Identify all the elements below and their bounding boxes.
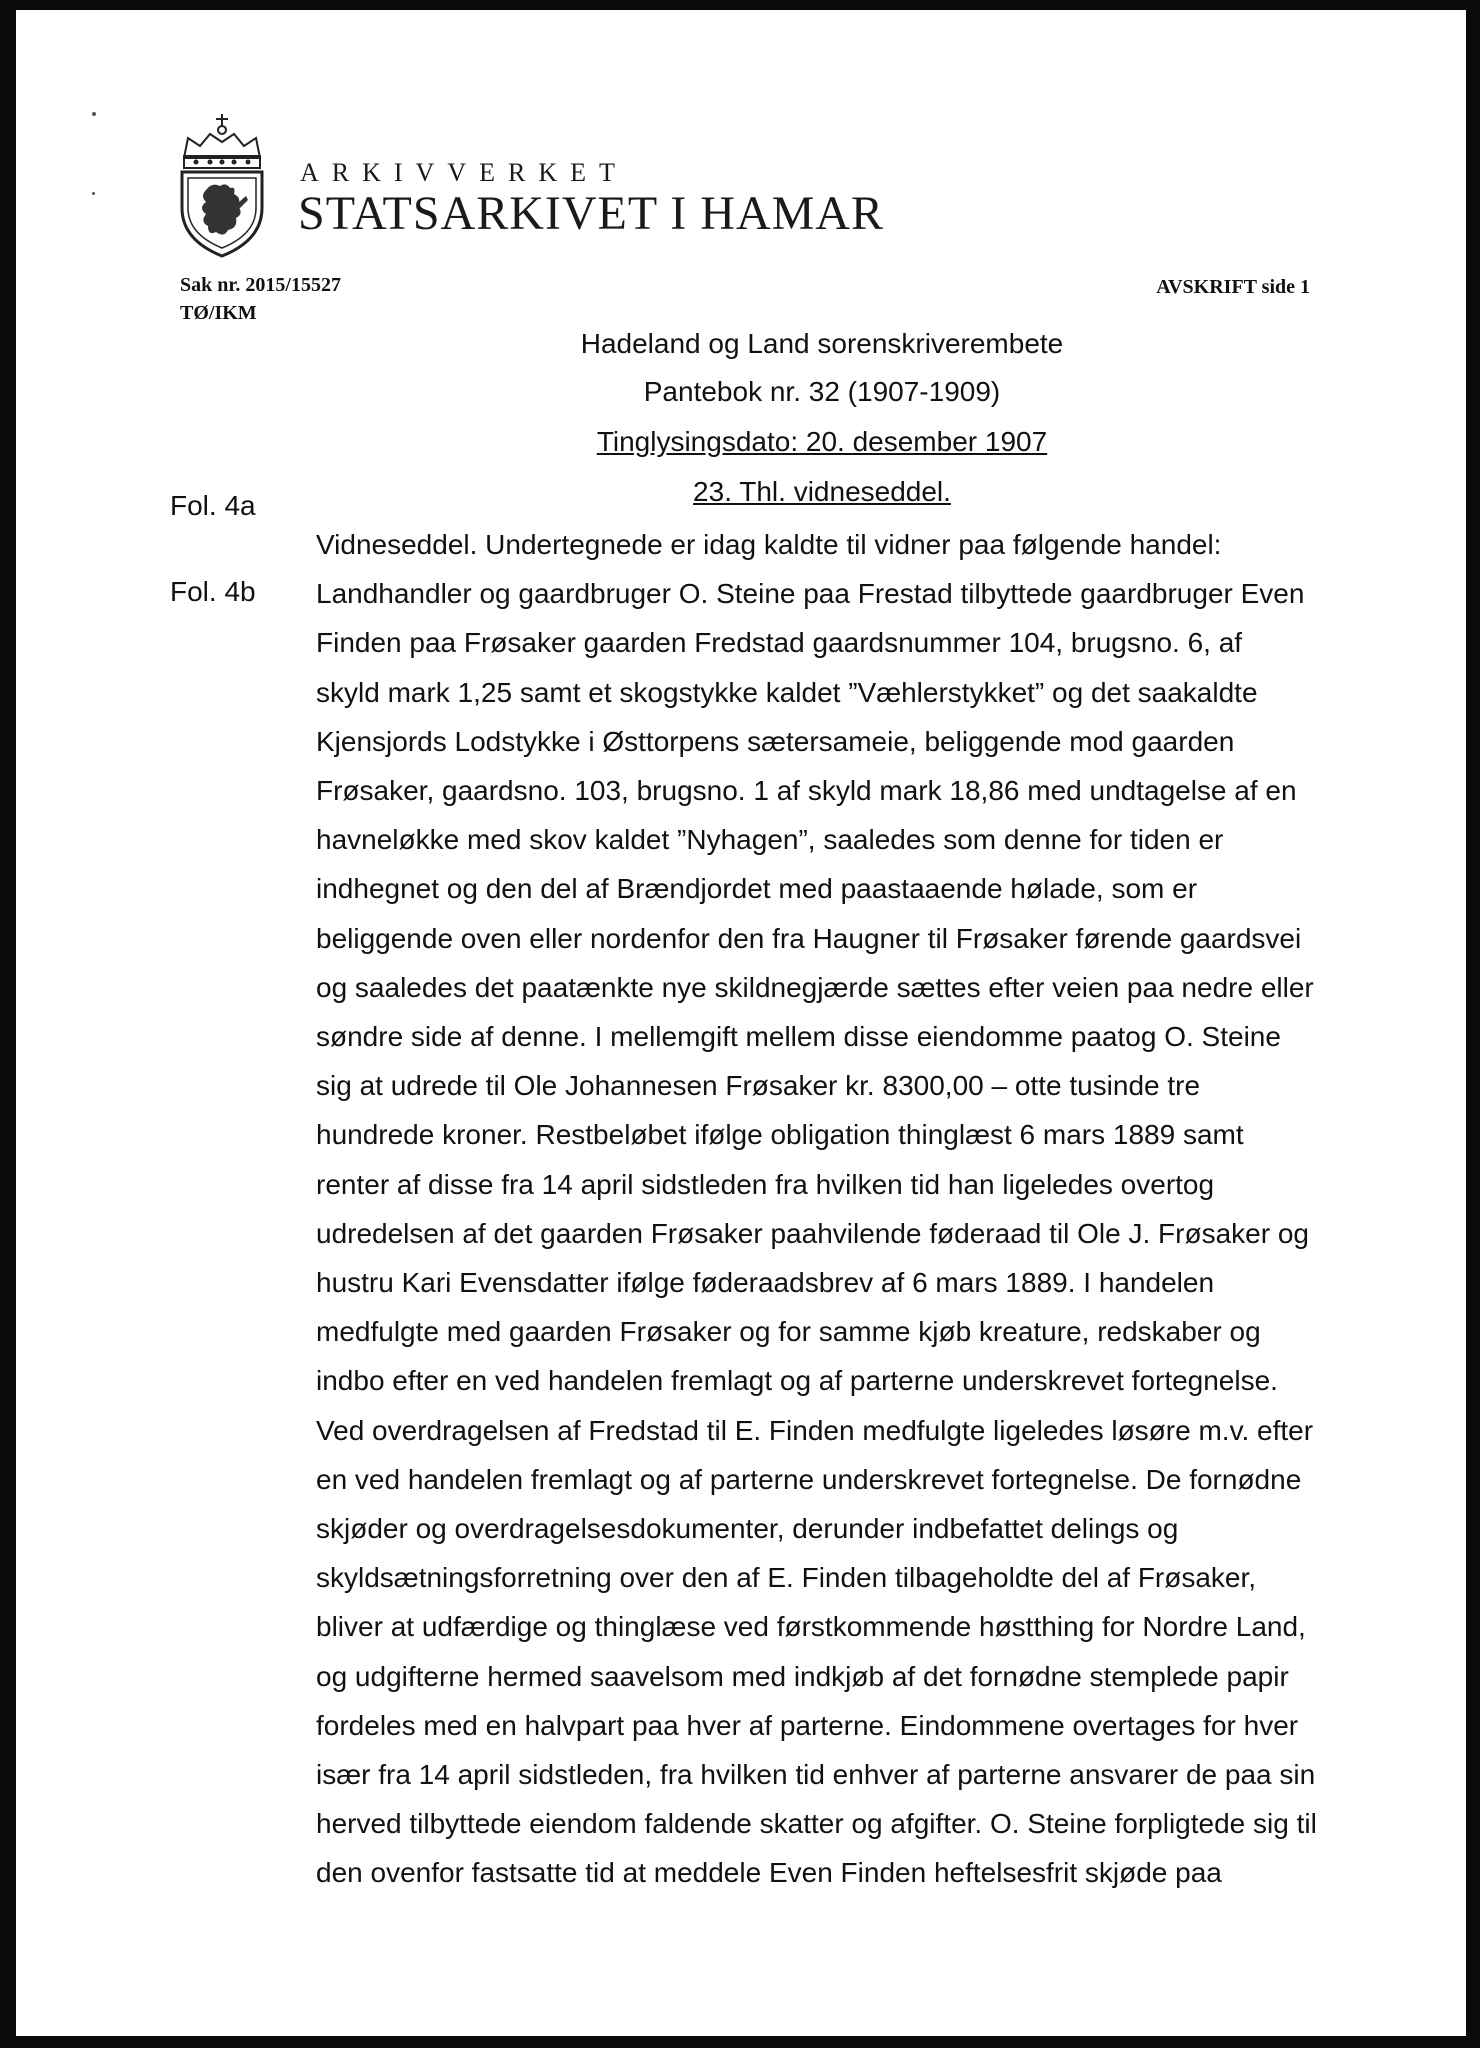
norwegian-coat-of-arms-icon <box>172 112 272 258</box>
transcription-body <box>316 520 1356 1898</box>
body-text-line: skjøder og overdragelsesdokumenter, derunder indbefattet delings og <box>316 1513 1179 1545</box>
body-text-line: en ved handelen fremlagt og af parterne underskrevet fortegnelse. De fornødne <box>316 1463 1302 1495</box>
case-number: Sak nr. 2015/15527 <box>180 274 341 296</box>
body-text-line: den ovenfor fastsatte tid at meddele Even Finden heftelsesfrit skjøde paa <box>316 1857 1222 1889</box>
archive-name-small: ARKIVVERKET <box>300 158 628 187</box>
body-text-line: Frøsaker, gaardsno. 103, brugsno. 1 af skyld mark 18,86 med undtagelse af en <box>316 775 1297 807</box>
body-text-line: renter af disse fra 14 april sidstleden fra hvilken tid han ligeledes overtog <box>316 1168 1215 1200</box>
body-text-line: herved tilbyttede eiendom faldende skatter og afgifter. O. Steine forpligtede sig til <box>316 1808 1317 1840</box>
body-text-line: udredelsen af det gaarden Frøsaker paahvilende føderaad til Ole J. Frøsaker og <box>316 1217 1309 1249</box>
body-text-line: og udgifterne hermed saavelsom med indkjøb af det fornødne stemplede papir <box>316 1660 1289 1692</box>
case-reference: TØ/IKM <box>180 302 257 324</box>
copy-page-label: AVSKRIFT side 1 <box>1156 276 1310 298</box>
body-text-line: havneløkke med skov kaldet ”Nyhagen”, saaledes som denne for tiden er <box>316 824 1224 856</box>
body-text-line: Finden paa Frøsaker gaarden Fredstad gaardsnummer 104, brugsno. 6, af <box>316 627 1243 659</box>
body-text-line: bliver at udfærdige og thinglæse ved førstkommende høstthing for Nordre Land, <box>316 1611 1306 1643</box>
scan-speck <box>92 112 96 116</box>
body-text-line: skyldsætningsforretning over den af E. Finden tilbageholdte del af Frøsaker, <box>316 1562 1257 1594</box>
body-text-line: medfulgte med gaarden Frøsaker og for samme kjøb kreature, redskaber og <box>316 1316 1261 1348</box>
body-text-line: indbo efter en ved handelen fremlagt og af parterne underskrevet fortegnelse. <box>316 1365 1278 1397</box>
book-title: Pantebok nr. 32 (1907-1909) <box>643 376 1001 407</box>
entry-title: 23. Thl. vidneseddel. <box>693 476 951 507</box>
body-text-line: Ved overdragelsen af Fredstad til E. Finden medfulgte ligeledes løsøre m.v. efter <box>316 1414 1314 1446</box>
body-text-line: søndre side af denne. I mellemgift mellem disse eiendomme paatog O. Steine <box>316 1021 1281 1053</box>
body-text-line: beliggende oven eller nordenfor den fra Haugner til Frøsaker førende gaardsvei <box>316 922 1302 954</box>
body-text-line: Landhandler og gaardbruger O. Steine paa Frestad tilbyttede gaardbruger Even <box>316 578 1305 610</box>
archive-header <box>172 112 932 262</box>
body-text-line: Vidneseddel. Undertegnede er idag kaldte til vidner paa følgende handel: <box>316 529 1222 560</box>
body-text-line: Kjensjords Lodstykke i Østtorpens sætersameie, beliggende mod gaarden <box>316 725 1235 757</box>
body-text-line: hundrede kroner. Restbeløbet ifølge obligation thinglæst 6 mars 1889 samt <box>316 1119 1244 1151</box>
body-text-line: og saaledes det paatænkte nye skildnegjærde sættes efter veien paa nedre eller <box>316 971 1314 1003</box>
body-text-line: især fra 14 april sidstleden, fra hvilken tid enhver af parterne ansvarer de paa sin <box>316 1759 1316 1791</box>
scan-speck <box>92 192 95 195</box>
body-text-line: skyld mark 1,25 samt et skogstykke kaldet ”Væhlerstykket” og det saakaldte <box>316 676 1258 708</box>
registration-date: Tinglysingsdato: 20. desember 1907 <box>596 426 1048 457</box>
body-text-line: sig at udrede til Ole Johannesen Frøsaker kr. 8300,00 – otte tusinde tre <box>316 1070 1201 1102</box>
office-title: Hadeland og Land sorenskriverembete <box>580 328 1064 359</box>
body-text-line: indhegnet og den del af Brændjordet med paastaaende hølade, som er <box>316 873 1198 905</box>
archive-name-large: STATSARKIVET I HAMAR <box>298 187 884 240</box>
folio-marker-4a: Fol. 4a <box>170 490 256 521</box>
body-text-line: hustru Kari Evensdatter ifølge føderaadsbrev af 6 mars 1889. I handelen <box>316 1267 1215 1299</box>
folio-marker-4b: Fol. 4b <box>170 576 256 607</box>
body-text-line: fordeles med en halvpart paa hver af parterne. Eindommene overtages for hver <box>316 1709 1299 1741</box>
